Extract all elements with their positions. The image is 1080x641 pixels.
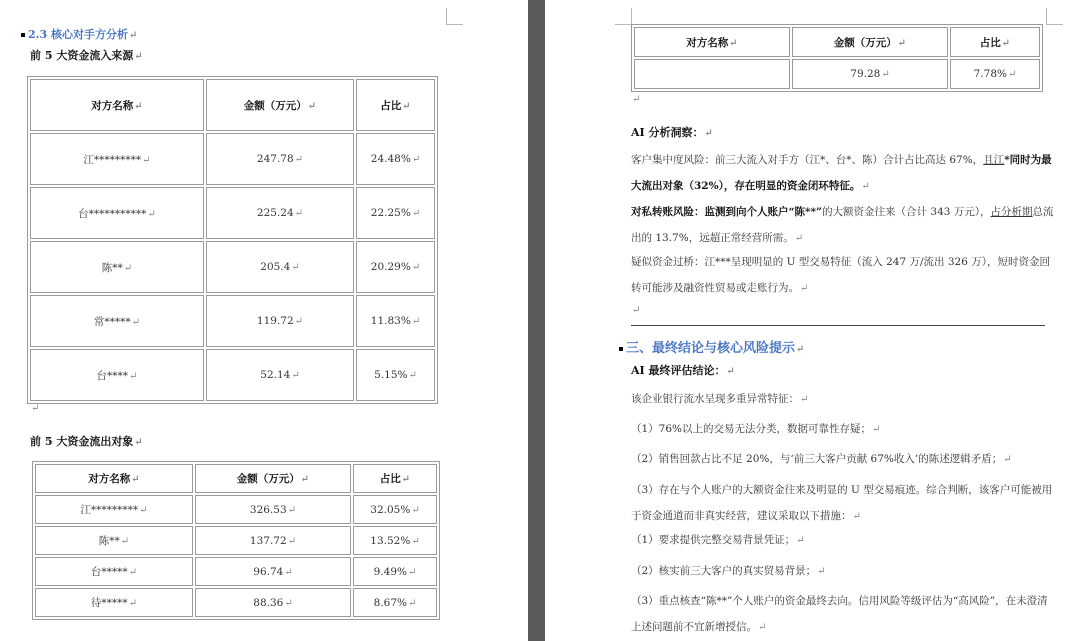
table-cell[interactable]: 13.52%↵ bbox=[353, 526, 437, 555]
table-cell[interactable]: 陈**↵ bbox=[35, 526, 193, 555]
paragraph-mark: ↵ bbox=[632, 94, 641, 105]
header-cell[interactable]: 金额（万元）↵ bbox=[206, 79, 354, 131]
insight-paragraph-concentration[interactable]: 客户集中度风险：前三大流入对手方（江*、台*、陈）合计占比高达 67%，且江*同时为最大流出对象（32%），存在明显的资金闭环特征。↵ bbox=[631, 154, 1052, 192]
paragraph-mark: ↵ bbox=[632, 305, 641, 316]
horizontal-rule bbox=[631, 325, 1045, 326]
inflow-table[interactable] bbox=[27, 76, 438, 404]
measure-item-3[interactable]: （3）重点核查“陈**”个人账户的资金最终去向。信用风险等级评估为“高风险”，在未澄清上述问题前不宜新增授信。↵ bbox=[631, 595, 1048, 633]
header-cell[interactable]: 对方名称↵ bbox=[634, 27, 790, 57]
table-cell[interactable]: 247.78↵ bbox=[206, 133, 354, 185]
insight-paragraph-private-transfer[interactable]: 对私转账风险：监测到向个人账户“陈**”的大额资金往来（合计 343 万元），占分析期总流出的 13.7%，远超正常经营所需。↵ bbox=[631, 206, 1054, 244]
table-cell[interactable]: 79.28↵ bbox=[792, 59, 948, 89]
page-gutter bbox=[528, 0, 545, 641]
table-cell[interactable]: 20.29%↵ bbox=[356, 241, 435, 293]
table-cell[interactable]: 台***********↵ bbox=[30, 187, 204, 239]
table-header-row bbox=[35, 464, 437, 493]
finding-item-1[interactable]: （1）76%以上的交易无法分类，数据可靠性存疑；↵ bbox=[631, 423, 881, 435]
table-row bbox=[30, 187, 435, 239]
ai-insight-title[interactable]: AI 分析洞察：↵ bbox=[631, 126, 713, 139]
heading-bullet bbox=[619, 347, 623, 351]
section-3-heading[interactable]: 三、最终结论与核心风险提示↵ bbox=[625, 337, 804, 356]
table-row bbox=[30, 133, 435, 185]
table-cell[interactable]: 江*********↵ bbox=[35, 495, 193, 524]
table-header-row bbox=[634, 27, 1040, 57]
table-cell[interactable]: 326.53↵ bbox=[195, 495, 351, 524]
table-cell[interactable]: 22.25%↵ bbox=[356, 187, 435, 239]
table-row bbox=[30, 295, 435, 347]
table-cell[interactable]: 88.36↵ bbox=[195, 588, 351, 617]
table-cell[interactable] bbox=[634, 59, 790, 89]
table-row bbox=[35, 495, 437, 524]
table-cell[interactable]: 台*****↵ bbox=[35, 557, 193, 586]
table-row bbox=[35, 588, 437, 617]
table-row bbox=[634, 59, 1040, 89]
table-header-row bbox=[30, 79, 435, 131]
header-cell[interactable]: 占比↵ bbox=[356, 79, 435, 131]
table-row bbox=[30, 241, 435, 293]
table-row bbox=[35, 526, 437, 555]
table-cell[interactable]: 225.24↵ bbox=[206, 187, 354, 239]
document-page-left bbox=[0, 0, 528, 641]
header-cell[interactable]: 占比↵ bbox=[353, 464, 437, 493]
table-cell[interactable]: 11.83%↵ bbox=[356, 295, 435, 347]
outflow-title[interactable]: 前 5 大资金流出对象↵ bbox=[30, 435, 143, 448]
table-cell[interactable]: 119.72↵ bbox=[206, 295, 354, 347]
table-row bbox=[35, 557, 437, 586]
table-cell[interactable]: 205.4↵ bbox=[206, 241, 354, 293]
inflow-title[interactable]: 前 5 大资金流入来源↵ bbox=[30, 49, 143, 62]
table-cell[interactable]: 96.74↵ bbox=[195, 557, 351, 586]
table-row bbox=[30, 349, 435, 401]
insight-paragraph-bridge[interactable]: 疑似资金过桥：江***呈现明显的 U 型交易特征（流入 247 万/流出 326 万），短时资金回转可能涉及融资性贸易或走账行为。↵ bbox=[631, 256, 1050, 294]
table-cell[interactable]: 7.78%↵ bbox=[950, 59, 1040, 89]
table-cell[interactable]: 137.72↵ bbox=[195, 526, 351, 555]
outflow-table[interactable] bbox=[32, 461, 440, 620]
measure-item-2[interactable]: （2）核实前三大客户的真实贸易背景；↵ bbox=[631, 565, 826, 577]
finding-item-2[interactable]: （2）销售回款占比不足 20%，与‘前三大客户贡献 67%收入’的陈述逻辑矛盾；↵ bbox=[631, 453, 1012, 465]
table-cell[interactable]: 常*****↵ bbox=[30, 295, 204, 347]
header-cell[interactable]: 对方名称↵ bbox=[35, 464, 193, 493]
header-cell[interactable]: 金额（万元）↵ bbox=[792, 27, 948, 57]
header-cell[interactable]: 金额（万元）↵ bbox=[195, 464, 351, 493]
final-intro[interactable]: 该企业银行流水呈现多重异常特征：↵ bbox=[631, 393, 809, 405]
table-cell[interactable]: 9.49%↵ bbox=[353, 557, 437, 586]
document-page-right bbox=[545, 0, 1080, 641]
table-cell[interactable]: 24.48%↵ bbox=[356, 133, 435, 185]
table-cell[interactable]: 待*****↵ bbox=[35, 588, 193, 617]
measure-item-1[interactable]: （1）要求提供完整交易背景凭证；↵ bbox=[631, 534, 805, 546]
header-cell[interactable]: 占比↵ bbox=[950, 27, 1040, 57]
table-cell[interactable]: 32.05%↵ bbox=[353, 495, 437, 524]
underlined-text[interactable]: 且江 bbox=[983, 154, 1005, 166]
underlined-text[interactable]: 占分析期 bbox=[990, 206, 1033, 218]
crop-mark bbox=[1046, 8, 1063, 25]
crop-mark bbox=[446, 8, 463, 25]
final-conclusion-title[interactable]: AI 最终评估结论：↵ bbox=[631, 364, 735, 377]
finding-item-3[interactable]: （3）存在与个人账户的大额资金往来及明显的 U 型交易痕迹。综合判断，该客户可能被用于资金通道而非真实经营，建议采取以下措施：↵ bbox=[631, 484, 1053, 522]
table-cell[interactable]: 52.14↵ bbox=[206, 349, 354, 401]
paragraph-mark: ↵ bbox=[31, 403, 40, 414]
continued-outflow-table[interactable] bbox=[631, 24, 1043, 92]
section-heading[interactable]: 2.3 核心对手方分析↵ bbox=[28, 26, 137, 42]
table-cell[interactable]: 江*********↵ bbox=[30, 133, 204, 185]
header-cell[interactable]: 对方名称↵ bbox=[30, 79, 204, 131]
table-cell[interactable]: 陈**↵ bbox=[30, 241, 204, 293]
table-cell[interactable]: 台****↵ bbox=[30, 349, 204, 401]
table-cell[interactable]: 5.15%↵ bbox=[356, 349, 435, 401]
crop-mark bbox=[615, 8, 632, 25]
table-cell[interactable]: 8.67%↵ bbox=[353, 588, 437, 617]
heading-bullet bbox=[21, 33, 25, 37]
